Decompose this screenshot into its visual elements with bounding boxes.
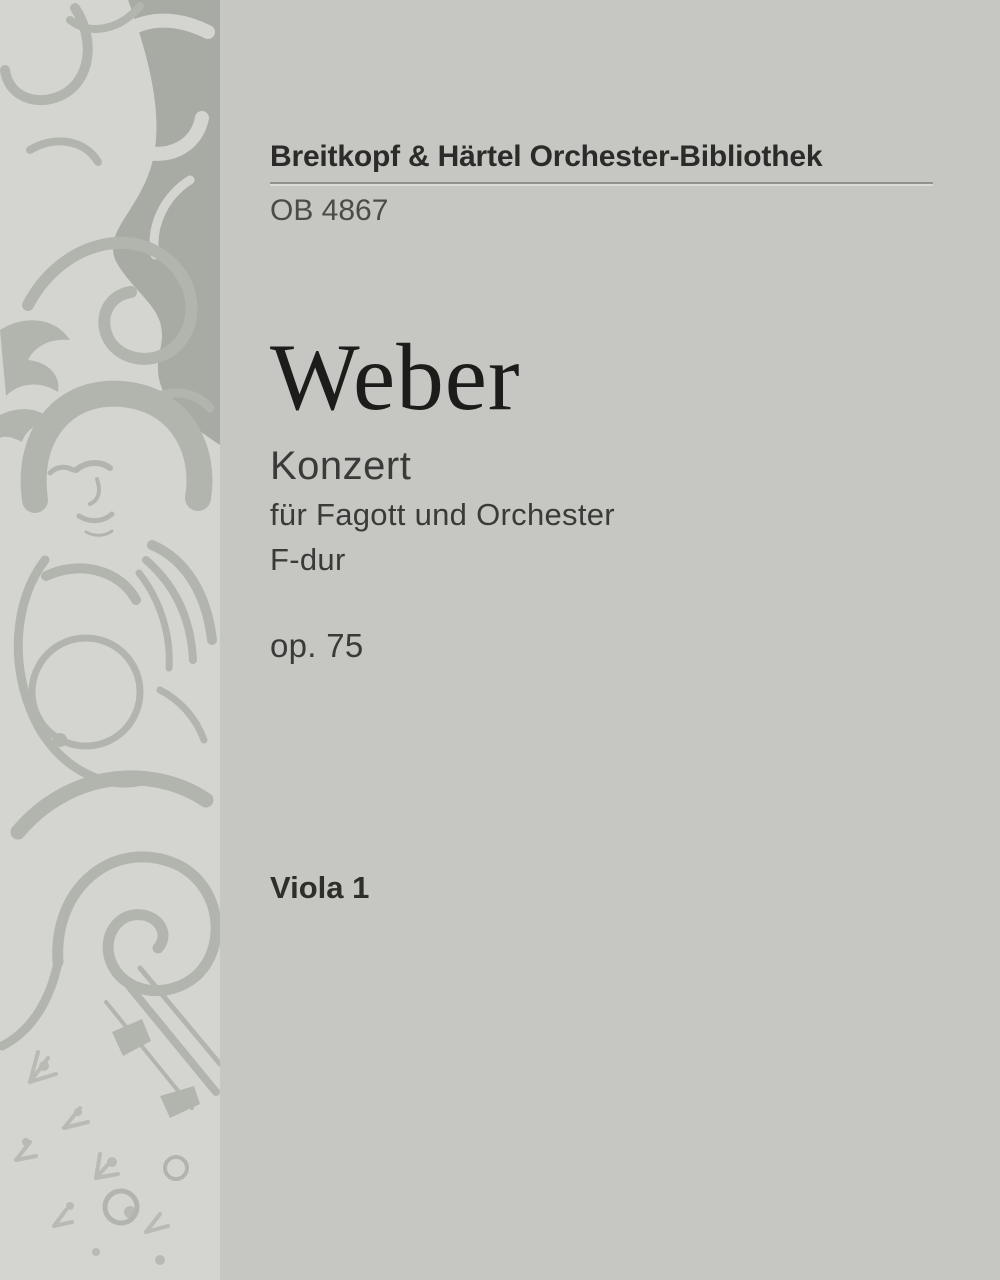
publisher-title: Breitkopf & Härtel Orchester-Bibliothek: [270, 140, 823, 173]
catalog-number: OB 4867: [270, 194, 389, 227]
work-subtitle: für Fagott und Orchester: [270, 497, 615, 532]
header-divider: [270, 182, 933, 184]
baroque-cherub-engraving-icon: [0, 0, 220, 1280]
work-title: Konzert: [270, 444, 412, 488]
ornament-band: [0, 0, 220, 1280]
opus-number: op. 75: [270, 627, 364, 664]
part-label: Viola 1: [270, 870, 370, 905]
work-key: F-dur: [270, 542, 346, 577]
composer-name: Weber: [270, 324, 521, 430]
